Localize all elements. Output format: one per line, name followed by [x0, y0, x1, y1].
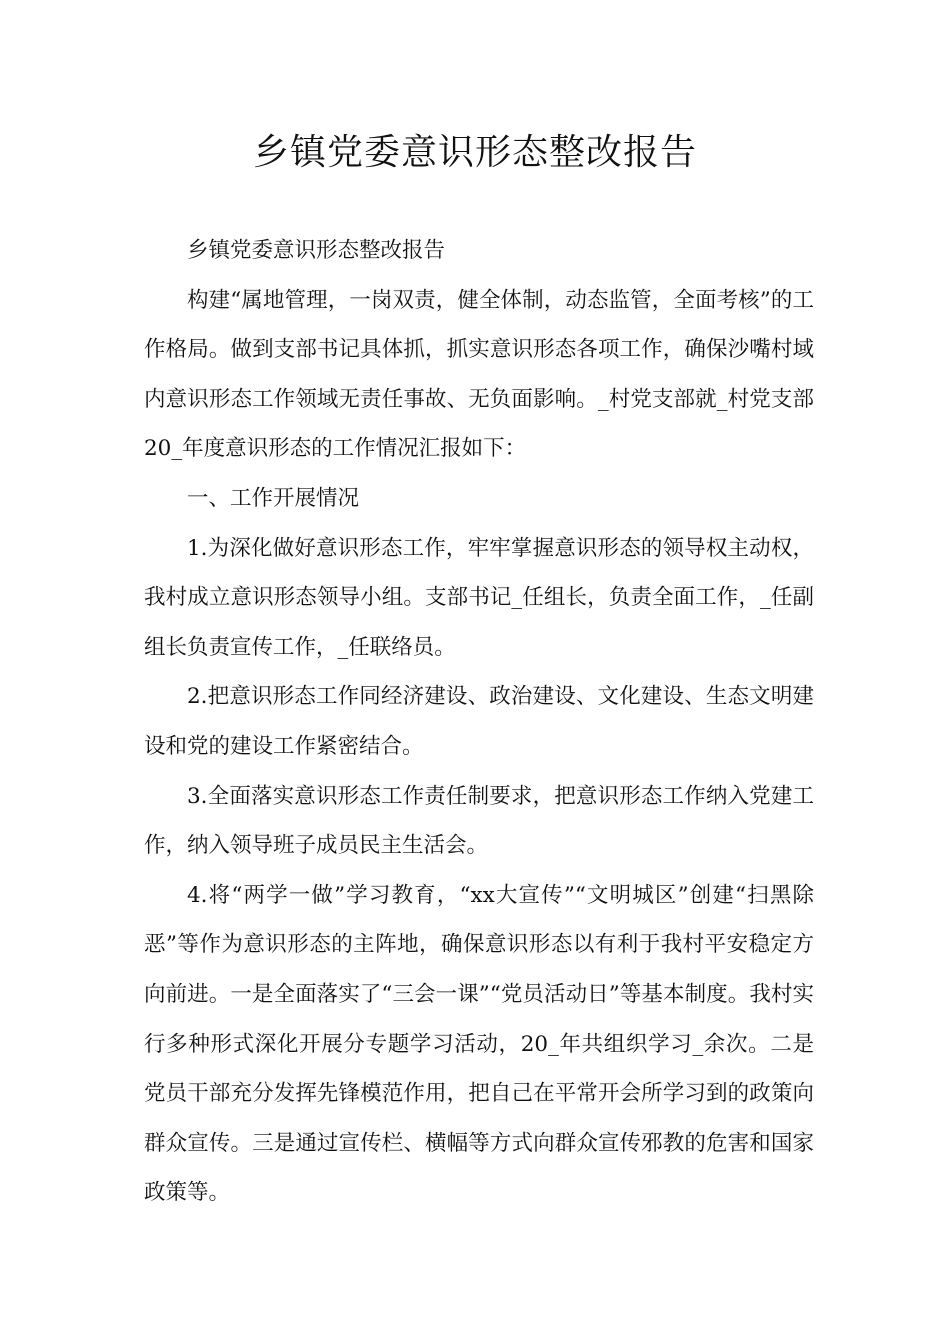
document-body — [144, 226, 814, 1218]
document-title: 乡镇党委意识形态整改报告 — [252, 132, 697, 173]
paragraph-item-2: 2.把意识形态工作同经济建设、政治建设、文化建设、生态文明建设和党的建设工作紧密结合。 — [144, 684, 814, 759]
paragraph-intro: 构建“属地管理，一岗双责，健全体制，动态监管，全面考核”的工作格局。做到支部书记具体抓，抓实意识形态各项工作，确保沙嘴村域内意识形态工作领域无责任事故、无负面影响。_村党支部就_村党支部20_年度意识形态的工作情况汇报如下： — [144, 287, 814, 462]
paragraph-item-3: 3.全面落实意识形态工作责任制要求，把意识形态工作纳入党建工作，纳入领导班子成员民主生活会。 — [144, 783, 814, 859]
paragraph-item-1: 1.为深化做好意识形态工作，牢牢掌握意识形态的领导权主动权，我村成立意识形态领导小组。支部书记_任组长，负责全面工作，_任副组长负责宣传工作，_任联络员。 — [144, 535, 814, 660]
paragraph-item-4: 4.将“两学一做”学习教育，“xx大宣传”“文明城区”创建“扫黑除恶”等作为意识形态的主阵地，确保意识形态以有利于我村平安稳定方向前进。一是全面落实了“三会一课”“党员活动日”等基本制度。我村实行多种形式深化开展分专题学习活动，20_年共组织学习_余次。二是党员干部充分发挥先锋模范作用，把自己在平常开会所学习到的政策向群众宣传。三是通过宣传栏、横幅等方式向群众宣传邪教的危害和国家政策等。 — [144, 882, 814, 1206]
section-heading: 一、工作开展情况 — [187, 485, 360, 511]
paragraph-subtitle: 乡镇党委意识形态整改报告 — [187, 238, 446, 263]
